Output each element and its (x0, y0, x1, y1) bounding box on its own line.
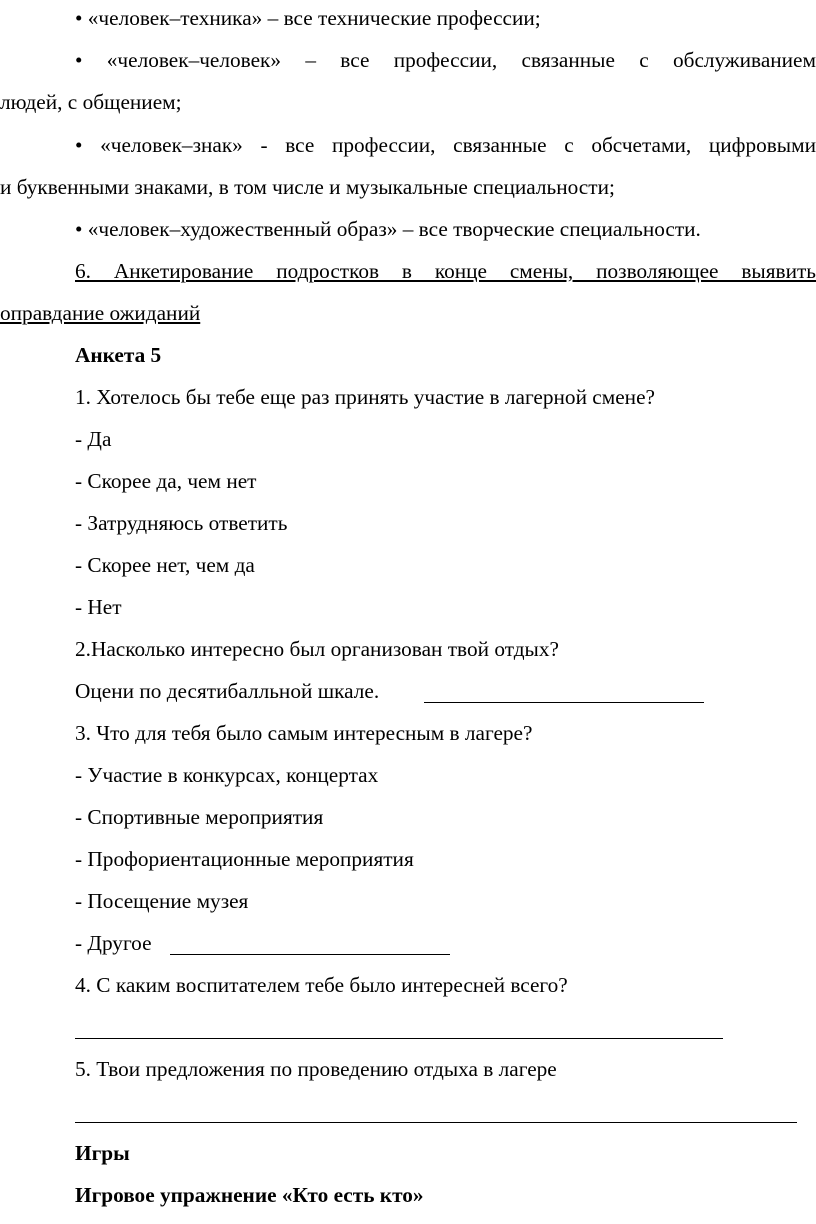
question-2: 2.Насколько интересно был организован твой отдых? (75, 637, 559, 661)
q1-option: - Нет (75, 595, 122, 619)
q3-option: - Профориентационные мероприятия (75, 847, 414, 871)
q5-answer-blank[interactable] (75, 1122, 797, 1123)
q1-option: - Скорее нет, чем да (75, 553, 255, 577)
q3-option: - Спортивные мероприятия (75, 805, 324, 829)
question-2-scale-label: Оцени по десятибалльной шкале. (75, 679, 380, 703)
games-heading: Игры (75, 1141, 130, 1165)
q4-answer-blank[interactable] (75, 1038, 723, 1039)
q3-other-blank[interactable] (170, 954, 450, 955)
q3-option-other: - Другое (75, 931, 152, 955)
bullet-human-sign-line1: • «человек–знак» - все профессии, связанные с обсчетами, цифровыми (75, 133, 816, 157)
question-5: 5. Твои предложения по проведению отдыха в лагере (75, 1057, 557, 1081)
games-exercise-title: Игровое упражнение «Кто есть кто» (75, 1183, 424, 1207)
bullet-human-art: • «человек–художественный образ» – все творческие специальности. (75, 217, 701, 241)
q1-option: - Да (75, 427, 112, 451)
q1-option: - Скорее да, чем нет (75, 469, 257, 493)
survey-title: Анкета 5 (75, 343, 162, 367)
section6-heading-line1: 6. Анкетирование подростков в конце смены, позволяющее выявить (75, 259, 816, 283)
q3-option: - Посещение музея (75, 889, 249, 913)
q3-option: - Участие в конкурсах, концертах (75, 763, 379, 787)
bullet-human-human-line1: • «человек–человек» – все профессии, связанные с обслуживанием (75, 48, 816, 72)
section6-heading-line2: оправдание ожиданий (0, 301, 201, 325)
bullet-human-human-line2: людей, с общением; (0, 90, 182, 114)
question-1: 1. Хотелось бы тебе еще раз принять участие в лагерной смене? (75, 385, 655, 409)
q1-option: - Затрудняюсь ответить (75, 511, 288, 535)
question-4: 4. С каким воспитателем тебе было интересней всего? (75, 973, 568, 997)
q2-answer-blank[interactable] (424, 702, 704, 703)
bullet-human-sign-line2: и буквенными знаками, в том числе и музыкальные специальности; (0, 175, 615, 199)
question-3: 3. Что для тебя было самым интересным в лагере? (75, 721, 533, 745)
bullet-human-technique: • «человек–техника» – все технические профессии; (75, 6, 541, 30)
